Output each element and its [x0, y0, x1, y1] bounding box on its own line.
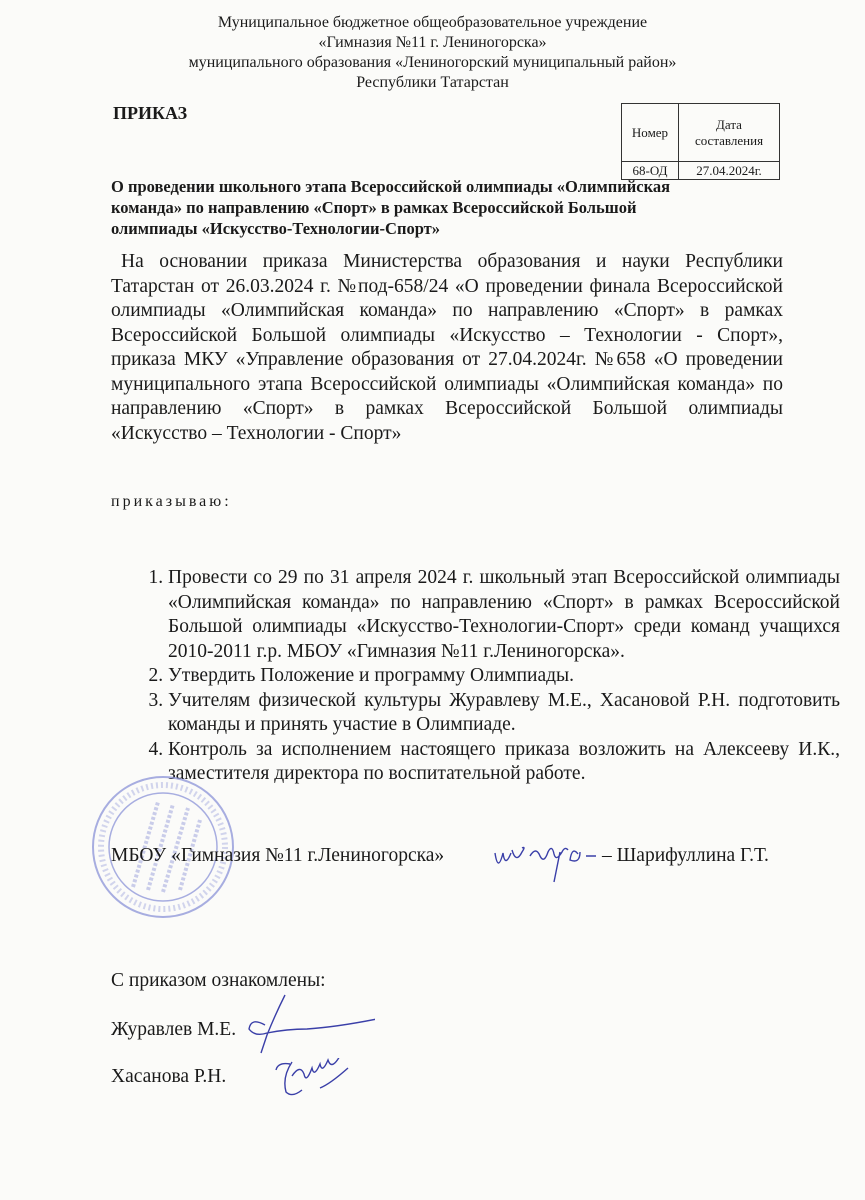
number-date-table: [621, 103, 780, 180]
date-value: 27.04.2024г.: [679, 162, 780, 180]
order-subject: О проведении школьного этапа Всероссийской олимпиады «Олимпийская команда» по направлению «Спорт» в рамках Всероссийской Большой олимпиады «Искусство-Технологии-Спорт»: [111, 177, 671, 238]
director-signature: [490, 838, 600, 888]
signature-organization: МБОУ «Гимназия №11 г.Лениногорска»: [111, 845, 445, 866]
header-line: «Гимназия №11 г. Лениногорска»: [318, 34, 547, 51]
order-items: [111, 566, 840, 787]
ack-name: Журавлев М.Е.: [111, 1019, 237, 1040]
order-word: приказываю:: [111, 493, 232, 510]
number-header: Номер: [622, 104, 679, 162]
doc-title: ПРИКАЗ: [113, 103, 188, 123]
order-item: 3. Учителям физической культуры Журавлеву М.Е., Хасановой Р.Н. подготовить команды и принять участие в Олимпиаде.: [168, 689, 840, 738]
header-line: Муниципальное бюджетное общеобразовательное учреждение: [217, 14, 648, 31]
preamble: На основании приказа Министерства образования и науки Республики Татарстан от 26.03.2024 г. №под-658/24 «О проведении финала Всероссийской олимпиады «Олимпийская команда» по направлению «Спорт» в рамках Всероссийской Большой олимпиады «Искусство – Технологии - Спорт», приказа МКУ «Управление образования от 27.04.2024г. №658 «О проведении муниципального этапа Всероссийской олимпиады «Олимпийская команда» по направлению «Спорт» в рамках Всероссийской Большой олимпиады «Искусство – Технологии - Спорт»: [111, 251, 783, 444]
order-item: 4. Контроль за исполнением настоящего приказа возложить на Алексееву И.К., заместителя директора по воспитательной работе.: [168, 738, 840, 787]
ack-name: Хасанова Р.Н.: [111, 1066, 227, 1087]
order-item: 1. Провести со 29 по 31 апреля 2024 г. школьный этап Всероссийской олимпиады «Олимпийская команда» по направлению «Спорт» в рамках Всероссийской Большой олимпиады «Искусство-Технологии-Спорт» среди команд учащихся 2010-2011 г.р. МБОУ «Гимназия №11 г.Лениногорска».: [168, 566, 840, 664]
ack-signature: [245, 990, 375, 1060]
ack-signature: [270, 1058, 360, 1103]
signature-signer: – Шарифуллина Г.Т.: [602, 845, 769, 866]
org-header: [0, 13, 865, 93]
header-line: Республики Татарстан: [356, 74, 509, 91]
number-value: 68-ОД: [622, 162, 679, 180]
date-header: Дата составления: [679, 104, 780, 162]
header-line: муниципального образования «Лениногорский муниципальный район»: [188, 54, 677, 71]
ack-heading: С приказом ознакомлены:: [111, 970, 326, 991]
order-item: 2. Утвердить Положение и программу Олимпиады.: [168, 664, 840, 689]
